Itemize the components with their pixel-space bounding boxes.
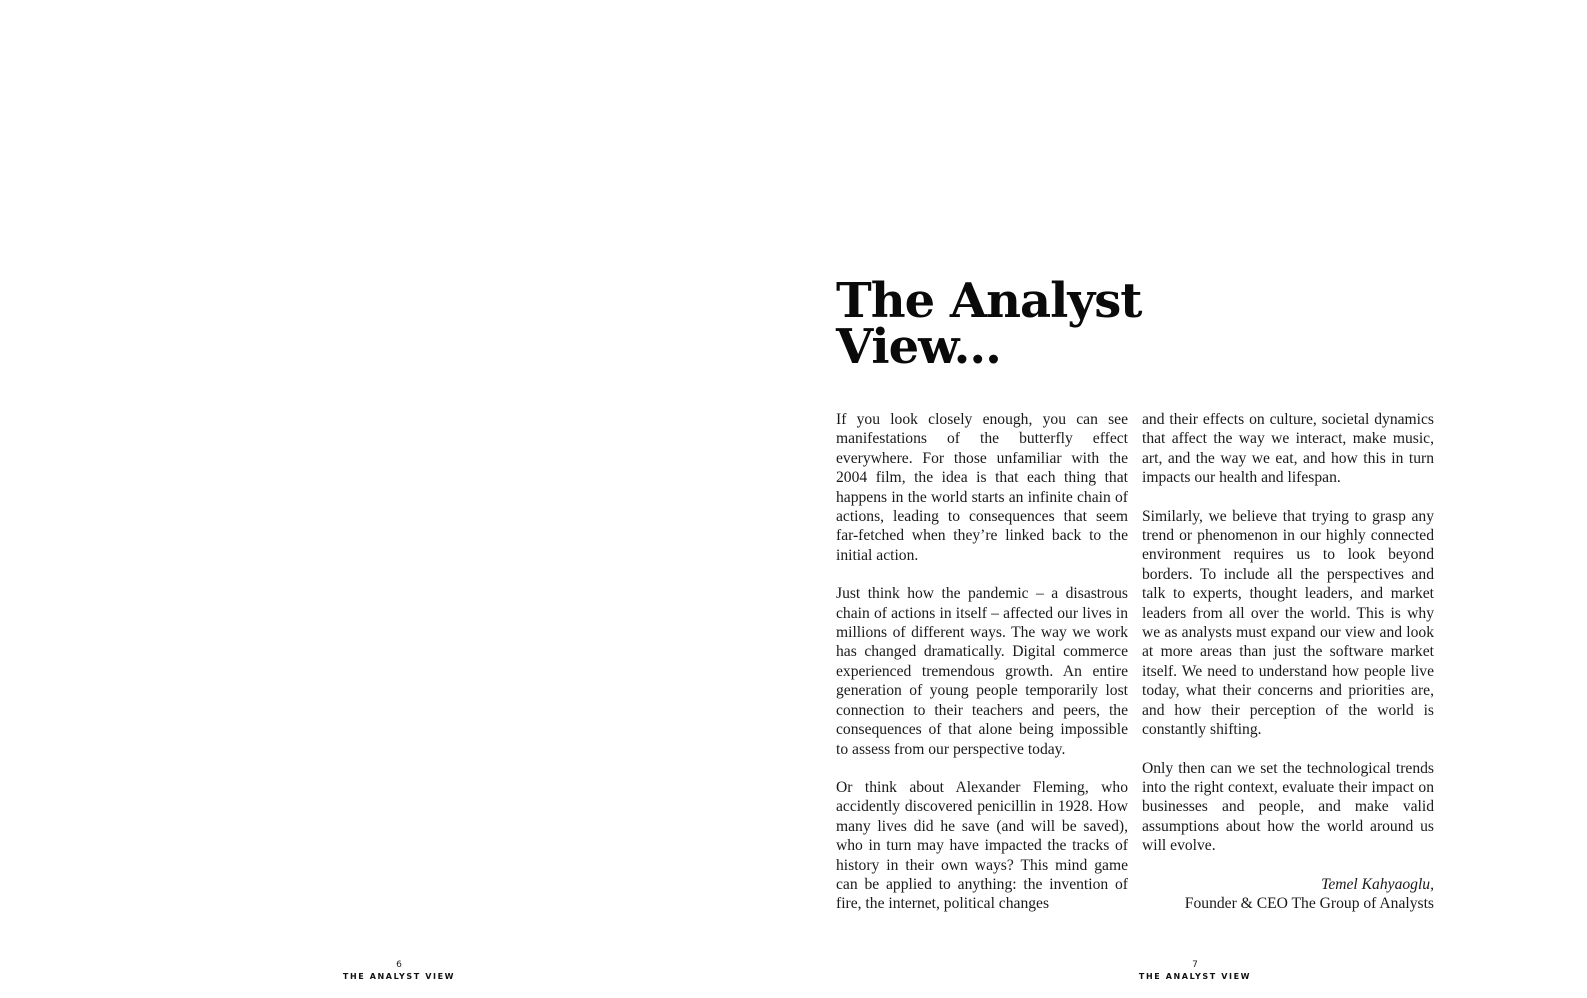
paragraph: Only then can we set the technological trends into the right context, evaluate their impact on businesses and people, and make valid assumptions about how the world around us will evolve.: [1142, 759, 1434, 855]
paragraph: and their effects on culture, societal dynamics that affect the way we interact, make music, art, and the way we eat, and how this in turn impacts our health and lifespan.: [1142, 411, 1434, 487]
paragraph: Just think how the pandemic – a disastrous chain of actions in itself – affected our lives in millions of different ways. The way we work has changed dramatically. Digital commerce experienced tremendous growth. An entire generation of young people temporarily lost connection to their teachers and peers, the consequences of that alone being impossible to assess from our perspective today.: [836, 585, 1128, 758]
page-title: [836, 273, 1142, 375]
signature-role: Founder & CEO The Group of Analysts: [1184, 894, 1434, 912]
left-page: [0, 0, 793, 998]
footer-right: [1115, 960, 1275, 982]
paragraph: Or think about Alexander Fleming, who accidently discovered penicillin in 1928. How many lives did he save (and will be saved), who in turn may have impacted the tracks of history in their own ways? This mind game can be applied to anything: the invention of fire, the internet, political changes: [836, 778, 1128, 913]
paragraph: If you look closely enough, you can see manifestations of the butterfly effect everywhere. For those unfamiliar with the 2004 film, the idea is that each thing that happens in the world starts an infinite chain of actions, leading to consequences that seem far-fetched when they’re linked back to the initial action.: [836, 411, 1128, 564]
signature-name: Temel Kahyaoglu,: [1321, 875, 1434, 893]
running-footer-label: THE ANALYST VIEW: [1138, 972, 1252, 981]
paragraph: Similarly, we believe that trying to grasp any trend or phenomenon in our highly connected environment requires us to look beyond borders. To include all the perspectives and talk to experts, thought leaders, and market leaders from all over the world. This is why we as analysts must expand our view and look at more areas than just the software market itself. We need to understand how people live today, what their concerns and priorities are, and how their perception of the world is constantly shifting.: [1142, 507, 1434, 739]
running-footer-label: THE ANALYST VIEW: [342, 972, 456, 981]
text-column-right: [1142, 410, 1434, 913]
signature-block: [1142, 875, 1434, 914]
footer-left: [319, 960, 479, 982]
page-number: 6: [396, 960, 402, 970]
page-number: 7: [1192, 960, 1198, 970]
text-column-left: [836, 410, 1128, 933]
title-line-1: The Analyst: [836, 273, 1142, 329]
title-line-2: View...: [836, 319, 1001, 375]
